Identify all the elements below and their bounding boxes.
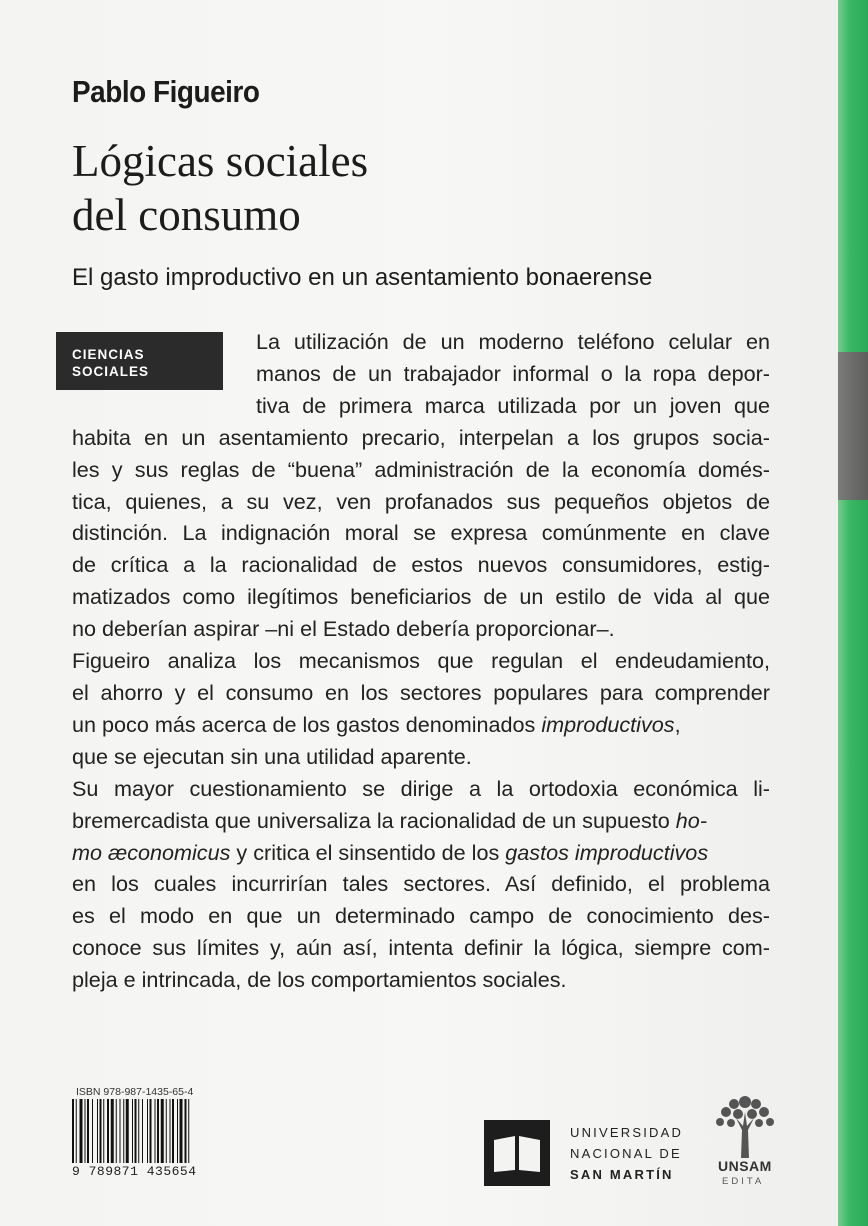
blurb-line: Su mayor cuestionamiento se dirige a la ortodoxia económica li- [72, 775, 770, 801]
barcode-bar [155, 1099, 156, 1163]
blurb-line [72, 805, 770, 837]
blurb-line: de crítica a la racionalidad de estos nuevos consumidores, estig- [72, 552, 770, 578]
blurb-line: conoce sus límites y, aún así, intenta definir la lógica, siempre com- [72, 935, 770, 961]
barcode-bar [147, 1099, 148, 1163]
blurb-line [72, 709, 770, 741]
barcode-bar [185, 1099, 187, 1163]
blurb-line: en los cuales incurrirían tales sectores. Así definido, el problema [72, 871, 770, 897]
blurb-line: les y sus reglas de “buena” administración de la economía domés- [72, 456, 770, 482]
imprint-subtitle: EDITA [722, 1176, 765, 1187]
blurb-line: habita en un asentamiento precario, interpelan a los grupos socia- [72, 424, 770, 450]
barcode-bar [132, 1099, 133, 1163]
blurb-line: no deberían aspirar –ni el Estado debería proporcionar–. [72, 616, 615, 642]
title-line-1: Lógicas sociales [72, 136, 369, 186]
barcode-bar [92, 1099, 93, 1163]
barcode-bar [97, 1099, 98, 1163]
barcode-bar [170, 1099, 171, 1163]
open-book-icon [484, 1120, 550, 1186]
blurb-italic: gastos improductivos [505, 839, 709, 865]
blurb-text: , [674, 711, 681, 737]
blurb-italic: ho- [675, 807, 708, 833]
publisher-line-2: NACIONAL DE [570, 1146, 682, 1161]
barcode-bar [80, 1099, 83, 1163]
barcode-bar [85, 1099, 86, 1163]
barcode-bar [177, 1099, 178, 1163]
blurb-line: La utilización de un moderno teléfono celular en [256, 329, 770, 354]
barcode-bar [116, 1099, 117, 1163]
isbn-label: ISBN 978-987-1435-65-4 [76, 1086, 194, 1098]
blurb-line: que se ejecutan sin una utilidad aparente. [72, 743, 472, 769]
barcode-bar [111, 1099, 114, 1163]
blurb-line: matizados como ilegítimos beneficiarios de un estilo de vida al que [72, 584, 770, 610]
barcode-bar [142, 1099, 143, 1163]
blurb-text: un poco más acerca de los gastos denominados [72, 711, 542, 737]
blurb-line: tica, quienes, a su vez, ven profanados sus pequeños objetos de [72, 488, 770, 514]
blurb-line: Figueiro analiza los mecanismos que regulan el endeudamiento, [72, 648, 770, 674]
spine-edge-green [838, 0, 868, 1226]
publisher-line-1: UNIVERSIDAD [570, 1125, 684, 1140]
barcode-bar [72, 1099, 74, 1163]
tree-icon [714, 1092, 776, 1158]
spine-edge-grey-tab [838, 352, 868, 500]
barcode-bar [100, 1099, 102, 1163]
barcode-bar [123, 1099, 124, 1163]
barcode-bar [107, 1099, 109, 1163]
barcode-bar [103, 1099, 104, 1163]
barcode-bar [138, 1099, 139, 1163]
blurb-text: y critica el sinsentido de los [230, 839, 506, 865]
blurb-italic: improductivos [541, 711, 675, 737]
barcode-bar [166, 1099, 167, 1163]
blurb-line [72, 837, 770, 869]
publisher-line-3: SAN MARTÍN [570, 1167, 674, 1182]
book-title [72, 134, 368, 242]
blurb-line: el ahorro y el consumo en los sectores populares para comprender [72, 679, 770, 705]
publisher-name [570, 1122, 683, 1185]
barcode-bar [126, 1099, 129, 1163]
collection-line-2: SOCIALES [72, 364, 150, 379]
barcode-bar [76, 1099, 77, 1163]
barcode-bar [135, 1099, 137, 1163]
blurb-line: es el modo en que un determinado campo de conocimiento des- [72, 903, 770, 929]
barcode-bar [188, 1099, 189, 1163]
author-name: Pablo Figueiro [72, 74, 260, 109]
barcode-bar [120, 1099, 121, 1163]
barcode-bar [87, 1099, 89, 1163]
blurb-text: bremercadista que universaliza la racionalidad de un supuesto [72, 807, 676, 833]
barcode-bar [180, 1099, 183, 1163]
book-subtitle: El gasto improductivo en un asentamiento bonaerense [72, 264, 653, 291]
collection-line-1: CIENCIAS [72, 347, 145, 362]
barcode [72, 1099, 230, 1163]
blurb-line: distinción. La indignación moral se expresa comúnmente en clave [72, 520, 770, 546]
imprint-name: UNSAM [718, 1158, 772, 1174]
blurb-italic: mo æconomicus [72, 839, 231, 865]
barcode-bar [157, 1099, 159, 1163]
barcode-bar [172, 1099, 174, 1163]
blurb-line: tiva de primera marca utilizada por un joven que [256, 392, 770, 418]
title-line-2: del consumo [72, 190, 301, 240]
barcode-bar [161, 1099, 164, 1163]
blurb-line: manos de un trabajador informal o la ropa depor- [256, 360, 770, 386]
barcode-bar [150, 1099, 152, 1163]
barcode-digits: 9 789871 435654 [72, 1164, 197, 1179]
blurb [72, 326, 770, 996]
blurb-line: pleja e intrincada, de los comportamientos sociales. [72, 967, 567, 993]
